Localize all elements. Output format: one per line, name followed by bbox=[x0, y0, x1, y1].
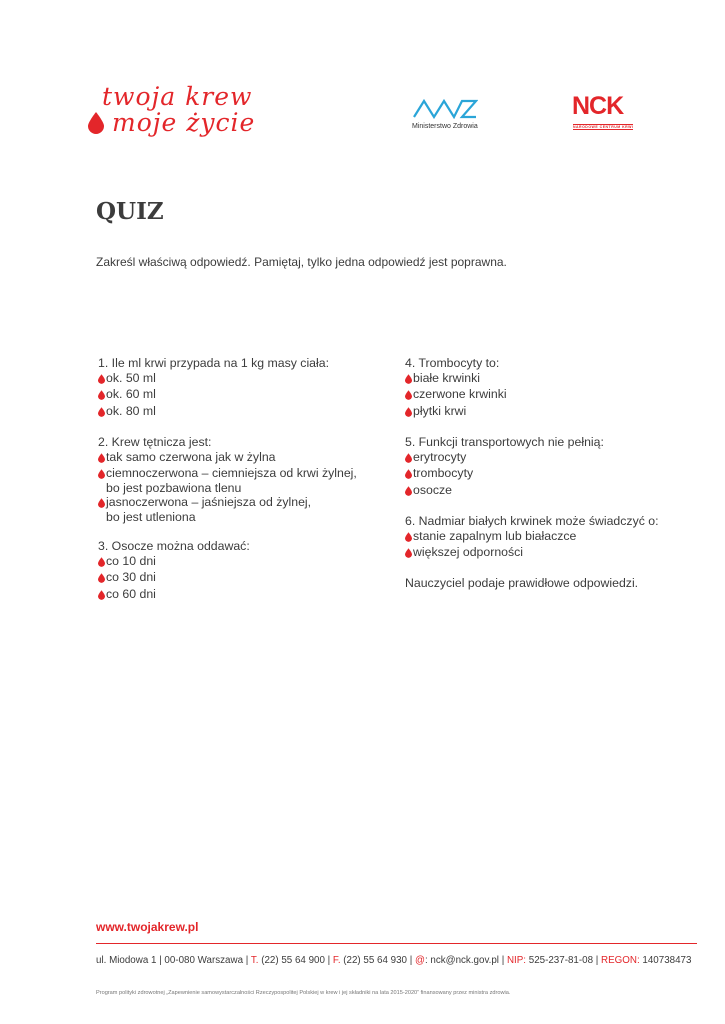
answer-option[interactable] bbox=[98, 570, 388, 587]
teacher-note: Nauczyciel podaje prawidłowe odpowiedzi. bbox=[405, 576, 639, 591]
blood-drop-icon bbox=[405, 406, 412, 421]
answer-text: ok. 60 ml bbox=[106, 387, 156, 402]
answer-option[interactable] bbox=[405, 404, 705, 421]
answer-text: co 30 dni bbox=[106, 570, 156, 585]
blood-drop-icon bbox=[98, 589, 105, 604]
ministry-logo bbox=[412, 97, 482, 142]
brand-line-1: twoja krew bbox=[102, 82, 253, 111]
blood-drop-icon bbox=[98, 373, 105, 388]
blood-drop-icon bbox=[98, 468, 105, 483]
questions-left-column bbox=[98, 356, 388, 618]
answer-text: większej odporności bbox=[413, 545, 524, 560]
answer-text: ok. 80 ml bbox=[106, 403, 156, 418]
questions-right-column bbox=[405, 356, 705, 591]
nck-subtitle: NARODOWE CENTRUM KRWI bbox=[573, 125, 634, 129]
blood-drop-icon bbox=[98, 497, 105, 512]
regon-label: REGON: bbox=[601, 955, 640, 966]
phone-value: (22) 55 64 900 | bbox=[258, 955, 333, 966]
nck-wordmark: NCK bbox=[572, 92, 624, 120]
regon-value: 140738473 bbox=[639, 955, 692, 966]
answer-text: jasnoczerwona – jaśniejsza od żylnej, bo jest utleniona bbox=[106, 495, 312, 524]
nck-logo bbox=[572, 92, 642, 137]
answer-text: czerwone krwinki bbox=[413, 387, 507, 402]
answer-text: ok. 50 ml bbox=[106, 370, 156, 385]
answer-option[interactable] bbox=[405, 483, 705, 500]
footer-divider bbox=[96, 943, 697, 944]
answer-option[interactable] bbox=[98, 404, 388, 421]
footer-url[interactable]: www.twojakrew.pl bbox=[96, 920, 199, 934]
blood-drop-icon bbox=[98, 389, 105, 404]
answer-text: tak samo czerwona jak w żylna bbox=[106, 449, 276, 464]
ministry-mark-icon bbox=[412, 97, 478, 119]
blood-drop-icon bbox=[98, 556, 105, 571]
nip-label: NIP: bbox=[506, 955, 527, 966]
page-header bbox=[0, 0, 725, 160]
blood-drop-icon bbox=[98, 572, 105, 587]
answer-option[interactable] bbox=[98, 371, 388, 388]
phone-label: T. bbox=[250, 955, 259, 966]
fax-label: F. bbox=[332, 955, 341, 966]
question-text: 3. Osocze można oddawać: bbox=[98, 539, 250, 554]
blood-drop-icon bbox=[405, 389, 412, 404]
blood-drop-icon bbox=[98, 406, 105, 421]
answer-text: erytrocyty bbox=[413, 449, 467, 464]
answer-option[interactable] bbox=[405, 387, 705, 404]
answer-option[interactable] bbox=[98, 466, 388, 495]
footer-contact bbox=[96, 955, 691, 966]
answer-option[interactable] bbox=[98, 554, 388, 571]
answer-text: ciemnoczerwona – ciemniejsza od krwi żylnej, bo jest pozbawiona tlenu bbox=[106, 466, 357, 495]
answer-option[interactable] bbox=[405, 450, 705, 467]
answer-option[interactable] bbox=[98, 587, 388, 604]
answer-option[interactable] bbox=[98, 495, 388, 524]
fax-value: (22) 55 64 930 | bbox=[340, 955, 415, 966]
answer-option[interactable] bbox=[405, 545, 705, 562]
brand-line-2: moje życie bbox=[112, 108, 256, 137]
blood-drop-icon bbox=[405, 452, 412, 467]
answer-text: trombocyty bbox=[413, 466, 474, 481]
question-text: 6. Nadmiar białych krwinek może świadczyć o: bbox=[405, 513, 659, 528]
blood-drop-icon bbox=[405, 485, 412, 500]
email-label: @ bbox=[415, 955, 425, 966]
ministry-label: Ministerstwo Zdrowia bbox=[412, 123, 478, 130]
question-text: 1. Ile ml krwi przypada na 1 kg masy ciała: bbox=[98, 356, 329, 370]
email-value: : nck@nck.gov.pl | bbox=[424, 955, 507, 966]
answer-option[interactable] bbox=[405, 371, 705, 388]
instruction-text: Zakreśl właściwą odpowiedź. Pamiętaj, tylko jedna odpowiedź jest poprawna. bbox=[96, 255, 507, 269]
question-text: 5. Funkcji transportowych nie pełnią: bbox=[405, 434, 604, 449]
nip-value: 525-237-81-08 | bbox=[526, 955, 602, 966]
blood-drop-icon bbox=[405, 531, 412, 546]
question-block bbox=[98, 539, 388, 603]
question-block bbox=[405, 435, 705, 499]
blood-drop-icon bbox=[98, 452, 105, 467]
question-block bbox=[98, 356, 388, 420]
answer-option[interactable] bbox=[98, 450, 388, 467]
question-block bbox=[405, 356, 705, 420]
answer-text: osocze bbox=[413, 482, 452, 497]
blood-drop-icon bbox=[88, 112, 104, 134]
address: ul. Miodowa 1 | 00-080 Warszawa | bbox=[96, 955, 251, 966]
blood-drop-icon bbox=[405, 547, 412, 562]
page-title: QUIZ bbox=[96, 198, 164, 225]
answer-text: stanie zapalnym lub białaczce bbox=[413, 528, 577, 543]
answer-text: co 10 dni bbox=[106, 553, 156, 568]
question-text: 2. Krew tętnicza jest: bbox=[98, 434, 212, 449]
answer-option[interactable] bbox=[405, 466, 705, 483]
answer-text: płytki krwi bbox=[413, 403, 467, 418]
blood-drop-icon bbox=[405, 468, 412, 483]
twoja-krew-logo bbox=[88, 82, 288, 142]
answer-text: co 60 dni bbox=[106, 586, 156, 601]
question-text: 4. Trombocyty to: bbox=[405, 356, 500, 370]
blood-drop-icon bbox=[405, 373, 412, 388]
program-note: Program polityki zdrowotnej „Zapewnienie samowystarczalności Rzeczypospolitej Polskiej w krew i jej składniki na lata 2015-2020” finansowany przez ministra zdrowia. bbox=[96, 990, 511, 996]
question-block bbox=[98, 435, 388, 525]
answer-option[interactable] bbox=[405, 529, 705, 546]
question-block bbox=[405, 514, 705, 562]
answer-text: białe krwinki bbox=[413, 370, 480, 385]
answer-option[interactable] bbox=[98, 387, 388, 404]
